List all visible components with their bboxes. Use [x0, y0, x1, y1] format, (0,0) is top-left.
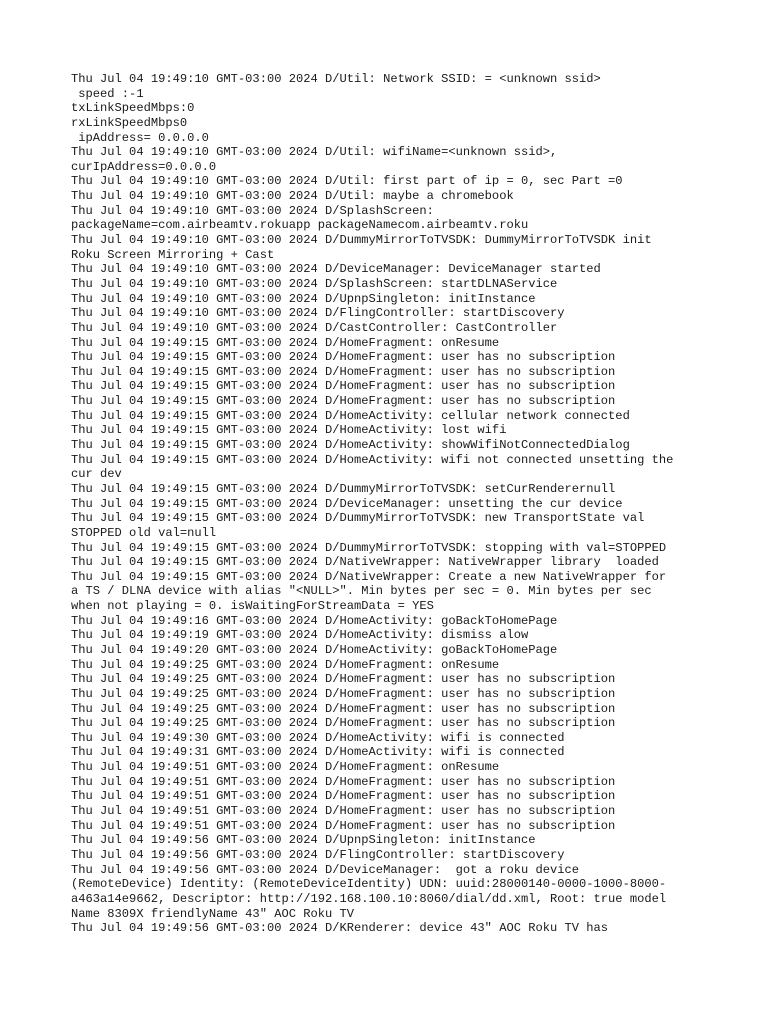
log-line: Thu Jul 04 19:49:10 GMT-03:00 2024 D/SplashScreen: startDLNAService: [71, 276, 558, 291]
log-line: curIpAddress=0.0.0.0: [71, 159, 217, 174]
log-line: Thu Jul 04 19:49:25 GMT-03:00 2024 D/HomeFragment: user has no subscription: [71, 716, 616, 731]
log-line: Thu Jul 04 19:49:15 GMT-03:00 2024 D/DummyMirrorToTVSDK: setCurRenderernull: [71, 481, 616, 496]
log-line: ipAddress= 0.0.0.0: [71, 130, 209, 145]
log-line: Thu Jul 04 19:49:56 GMT-03:00 2024 D/FlingController: startDiscovery: [71, 847, 565, 862]
log-line: Thu Jul 04 19:49:51 GMT-03:00 2024 D/HomeFragment: user has no subscription: [71, 789, 616, 804]
log-line: Thu Jul 04 19:49:30 GMT-03:00 2024 D/HomeActivity: wifi is connected: [71, 730, 565, 745]
log-line: Thu Jul 04 19:49:15 GMT-03:00 2024 D/DeviceManager: unsetting the cur device: [71, 496, 623, 511]
log-line: Thu Jul 04 19:49:10 GMT-03:00 2024 D/Util: Network SSID: = <unknown ssid>: [71, 72, 601, 86]
log-line: Thu Jul 04 19:49:56 GMT-03:00 2024 D/DeviceManager: got a roku device: [71, 862, 580, 877]
log-line: Name 8309X friendlyName 43" AOC Roku TV: [71, 906, 355, 921]
log-line: Thu Jul 04 19:49:56 GMT-03:00 2024 D/KRenderer: device 43" AOC Roku TV has: [71, 921, 609, 936]
log-line: Thu Jul 04 19:49:51 GMT-03:00 2024 D/HomeFragment: user has no subscription: [71, 804, 616, 819]
log-line: a TS / DLNA device with alias "<NULL>". Min bytes per sec = 0. Min bytes per sec: [71, 584, 652, 599]
log-line: Thu Jul 04 19:49:25 GMT-03:00 2024 D/HomeFragment: onResume: [71, 657, 500, 672]
log-line: Thu Jul 04 19:49:10 GMT-03:00 2024 D/Util: first part of ip = 0, sec Part =0: [71, 174, 623, 189]
log-line: Thu Jul 04 19:49:56 GMT-03:00 2024 D/UpnpSingleton: initInstance: [71, 833, 536, 848]
log-line: Thu Jul 04 19:49:15 GMT-03:00 2024 D/DummyMirrorToTVSDK: stopping with val=STOPPED: [71, 540, 667, 555]
log-line: Roku Screen Mirroring + Cast: [71, 247, 275, 262]
log-line: Thu Jul 04 19:49:20 GMT-03:00 2024 D/HomeActivity: goBackToHomePage: [71, 642, 558, 657]
log-line: Thu Jul 04 19:49:15 GMT-03:00 2024 D/HomeFragment: user has no subscription: [71, 379, 616, 394]
log-line: Thu Jul 04 19:49:25 GMT-03:00 2024 D/HomeFragment: user has no subscription: [71, 672, 616, 687]
log-line: Thu Jul 04 19:49:31 GMT-03:00 2024 D/HomeActivity: wifi is connected: [71, 745, 565, 760]
log-line: Thu Jul 04 19:49:25 GMT-03:00 2024 D/HomeFragment: user has no subscription: [71, 686, 616, 701]
log-line: Thu Jul 04 19:49:15 GMT-03:00 2024 D/HomeFragment: onResume: [71, 335, 500, 350]
log-line: txLinkSpeedMbps:0: [71, 101, 195, 116]
log-line: Thu Jul 04 19:49:10 GMT-03:00 2024 D/SplashScreen:: [71, 203, 434, 218]
log-line: Thu Jul 04 19:49:10 GMT-03:00 2024 D/Util: maybe a chromebook: [71, 189, 514, 204]
log-line: a463a14e9662, Descriptor: http://192.168.100.10:8060/dial/dd.xml, Root: true model: [71, 891, 667, 906]
log-line: Thu Jul 04 19:49:10 GMT-03:00 2024 D/DummyMirrorToTVSDK: DummyMirrorToTVSDK init: [71, 233, 652, 248]
log-line: cur dev: [71, 467, 122, 482]
log-line: (RemoteDevice) Identity: (RemoteDeviceIdentity) UDN: uuid:28000140-0000-1000-8000-: [71, 877, 667, 892]
log-line: Thu Jul 04 19:49:15 GMT-03:00 2024 D/DummyMirrorToTVSDK: new TransportState val: [71, 511, 645, 526]
log-line: Thu Jul 04 19:49:10 GMT-03:00 2024 D/DeviceManager: DeviceManager started: [71, 262, 601, 277]
log-line: Thu Jul 04 19:49:10 GMT-03:00 2024 D/CastController: CastController: [71, 320, 558, 335]
log-line: Thu Jul 04 19:49:15 GMT-03:00 2024 D/HomeFragment: user has no subscription: [71, 364, 616, 379]
log-line: Thu Jul 04 19:49:15 GMT-03:00 2024 D/HomeActivity: cellular network connected: [71, 408, 630, 423]
log-line: Thu Jul 04 19:49:51 GMT-03:00 2024 D/HomeFragment: onResume: [71, 760, 500, 775]
log-line: Thu Jul 04 19:49:15 GMT-03:00 2024 D/HomeActivity: showWifiNotConnectedDialog: [71, 438, 630, 453]
log-line: Thu Jul 04 19:49:25 GMT-03:00 2024 D/HomeFragment: user has no subscription: [71, 701, 616, 716]
log-line: Thu Jul 04 19:49:10 GMT-03:00 2024 D/UpnpSingleton: initInstance: [71, 291, 536, 306]
log-line: Thu Jul 04 19:49:15 GMT-03:00 2024 D/NativeWrapper: NativeWrapper library loaded: [71, 555, 659, 570]
log-line: rxLinkSpeedMbps0: [71, 115, 188, 130]
log-line: speed :-1: [71, 86, 144, 101]
log-line: STOPPED old val=null: [71, 525, 217, 540]
log-line: Thu Jul 04 19:49:19 GMT-03:00 2024 D/HomeActivity: dismiss alow: [71, 628, 529, 643]
log-text-block: [71, 72, 711, 936]
log-line: packageName=com.airbeamtv.rokuapp packageNamecom.airbeamtv.roku: [71, 218, 529, 233]
log-line: Thu Jul 04 19:49:10 GMT-03:00 2024 D/Util: wifiName=<unknown ssid>,: [71, 145, 558, 160]
log-line: Thu Jul 04 19:49:15 GMT-03:00 2024 D/HomeActivity: wifi not connected unsetting the: [71, 452, 674, 467]
log-line: Thu Jul 04 19:49:15 GMT-03:00 2024 D/HomeActivity: lost wifi: [71, 423, 507, 438]
log-line: Thu Jul 04 19:49:15 GMT-03:00 2024 D/HomeFragment: user has no subscription: [71, 394, 616, 409]
log-line: Thu Jul 04 19:49:51 GMT-03:00 2024 D/HomeFragment: user has no subscription: [71, 818, 616, 833]
log-line: when not playing = 0. isWaitingForStreamData = YES: [71, 599, 434, 614]
log-line: Thu Jul 04 19:49:16 GMT-03:00 2024 D/HomeActivity: goBackToHomePage: [71, 613, 558, 628]
log-line: Thu Jul 04 19:49:10 GMT-03:00 2024 D/FlingController: startDiscovery: [71, 306, 565, 321]
log-line: Thu Jul 04 19:49:51 GMT-03:00 2024 D/HomeFragment: user has no subscription: [71, 774, 616, 789]
log-line: Thu Jul 04 19:49:15 GMT-03:00 2024 D/NativeWrapper: Create a new NativeWrapper for: [71, 569, 667, 584]
log-line: Thu Jul 04 19:49:15 GMT-03:00 2024 D/HomeFragment: user has no subscription: [71, 350, 616, 365]
